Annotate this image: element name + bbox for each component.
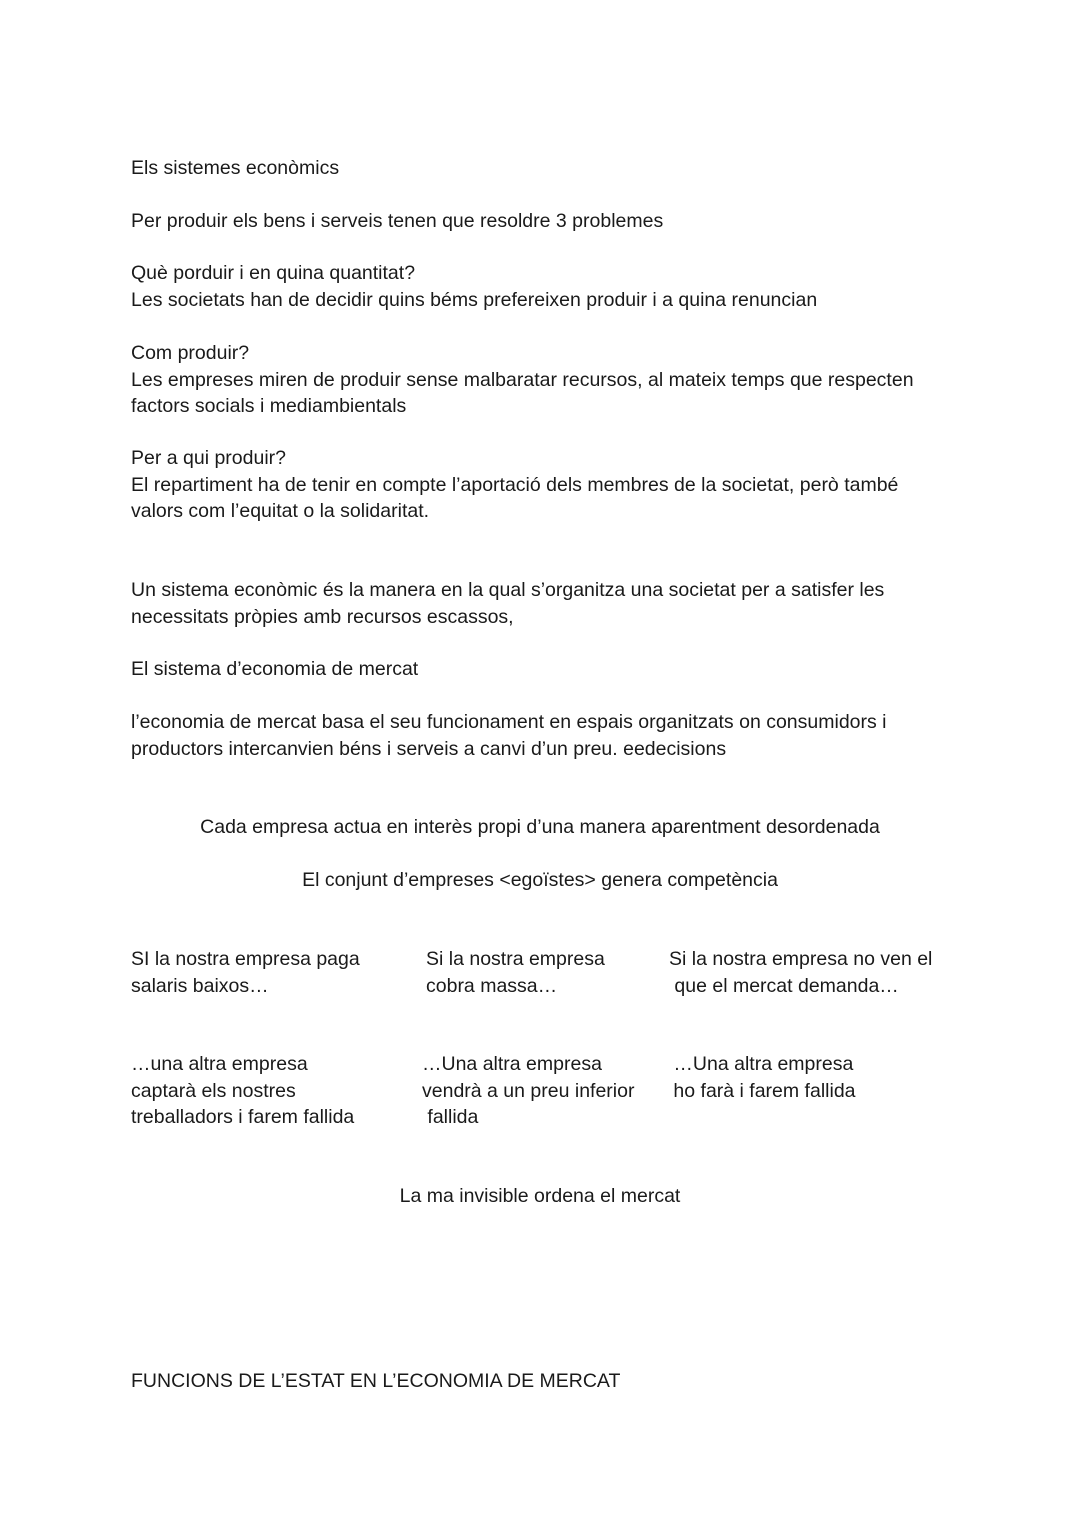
answer-what-line: Les societats han de decidir quins béms prefereixen produir i a quina renuncian — [131, 288, 818, 311]
question-what: Què porduir i en quina quantitat? — [131, 262, 416, 284]
market-system-subheading: El sistema d’economia de mercat — [131, 658, 419, 680]
conclusion-invisible-hand: La ma invisible ordena el mercat — [399, 1185, 681, 1207]
answer-how-line: Les empreses miren de produir sense malbaratar recursos, al mateix temps que respecten — [131, 368, 914, 391]
answer-whom-line: valors com l’equitat o la solidaritat. — [131, 500, 430, 522]
document-title: Els sistemes econòmics — [131, 157, 340, 179]
answer-how-line: factors socials i mediambientals — [131, 395, 407, 417]
condition-then-price — [422, 1051, 634, 1131]
condition-if-line: Si la nostra empresa no ven el — [669, 948, 933, 970]
definition-line: Un sistema econòmic és la manera en la qual s’organitza una societat per a satisfer les — [131, 579, 885, 601]
condition-then-line: …una altra empresa — [131, 1053, 308, 1075]
condition-if-line: SI la nostra empresa paga — [131, 948, 360, 970]
question-whom: Per a qui produir? — [131, 447, 287, 469]
centered-statement-self-interest: Cada empresa actua en interès propi d’una manera aparentment desordenada — [200, 816, 880, 838]
question-block-what — [131, 260, 817, 313]
definition-paragraph — [131, 577, 884, 630]
condition-if-price — [426, 946, 605, 999]
condition-if-demand — [669, 946, 932, 999]
condition-if-line: salaris baixos… — [131, 974, 269, 997]
answer-whom-line: El repartiment ha de tenir en compte l’aportació dels membres de la societat, però també — [131, 473, 899, 496]
definition-line: necessitats pròpies amb recursos escassos, — [131, 605, 514, 628]
condition-then-line: …Una altra empresa — [668, 1053, 854, 1075]
question-how: Com produir? — [131, 342, 250, 364]
condition-if-line: que el mercat demanda… — [669, 974, 899, 997]
section-heading-state-functions: FUNCIONS DE L’ESTAT EN L’ECONOMIA DE MERCAT — [131, 1370, 621, 1392]
market-line: l’economia de mercat basa el seu funcionament en espais organitzats on consumidors i — [131, 711, 887, 733]
condition-then-wages — [131, 1051, 354, 1131]
condition-then-line: vendrà a un preu inferior — [422, 1079, 635, 1102]
condition-if-line: cobra massa… — [426, 974, 558, 997]
condition-if-wages — [131, 946, 360, 999]
condition-then-line: captarà els nostres — [131, 1079, 296, 1102]
condition-then-demand — [668, 1051, 856, 1104]
condition-then-line: ho farà i farem fallida — [668, 1079, 856, 1102]
condition-then-line: …Una altra empresa — [422, 1053, 602, 1075]
condition-then-line: fallida — [422, 1106, 479, 1128]
intro-text: Per produir els bens i serveis tenen que resoldre 3 problemes — [131, 210, 664, 232]
condition-if-line: Si la nostra empresa — [426, 948, 605, 970]
market-line: productors intercanvien béns i serveis a canvi d’un preu. eedecisions — [131, 737, 727, 760]
market-paragraph — [131, 709, 887, 762]
condition-then-line: treballadors i farem fallida — [131, 1106, 355, 1128]
question-block-how — [131, 340, 914, 420]
centered-statement-competition: El conjunt d’empreses <egoïstes> genera competència — [302, 869, 778, 891]
question-block-whom — [131, 445, 898, 525]
